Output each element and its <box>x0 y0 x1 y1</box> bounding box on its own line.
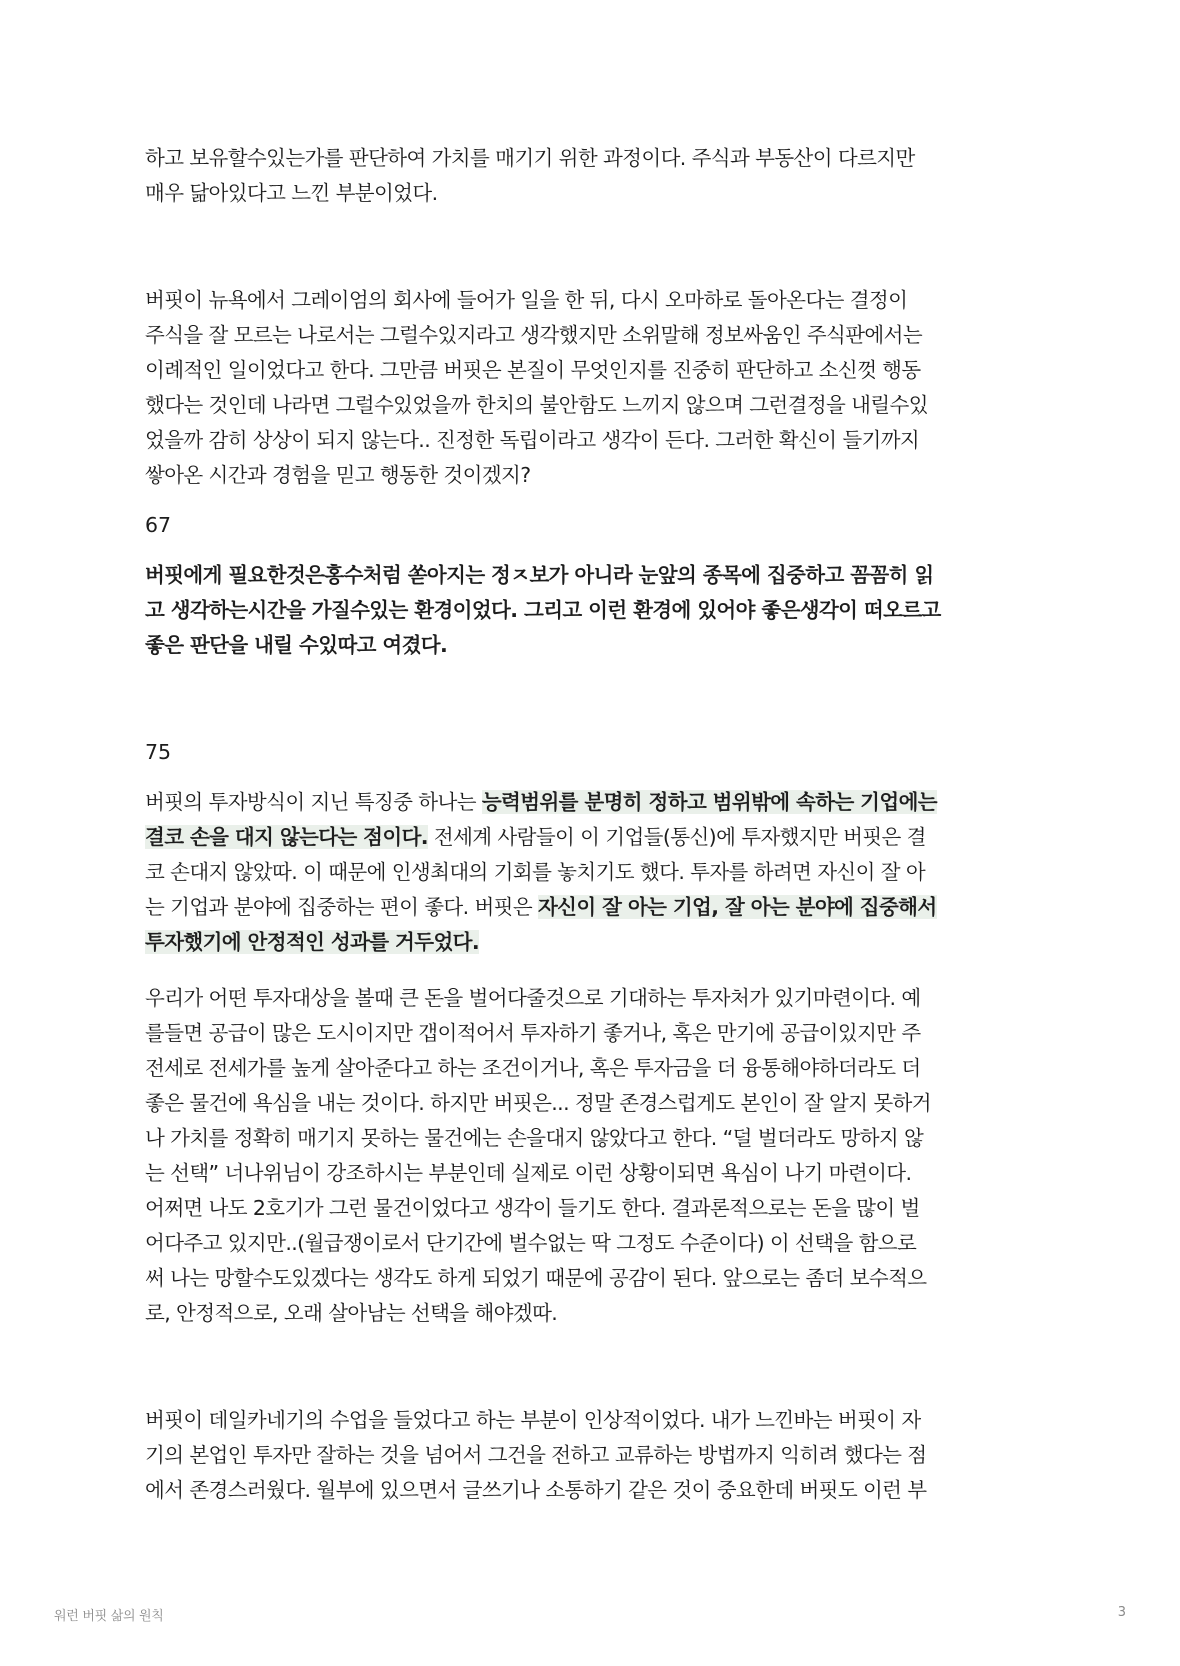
paragraph-2 <box>145 283 1045 493</box>
text-line: 버핏이 데일카네기의 수업을 들었다고 하는 부분이 인상적이었다. 내가 느낀바는 버핏이 자 <box>145 1408 921 1432</box>
paragraph-6 <box>145 1403 1045 1508</box>
text-line: 하고 보유할수있는가를 판단하여 가치를 매기기 위한 과정이다. 주식과 부동산이 다르지만 <box>145 146 915 170</box>
text-line: 이례적인 일이었다고 한다. 그만큼 버핏은 본질이 무엇인지를 진중히 판단하고 소신껏 행동 <box>145 358 921 382</box>
text-line: 로, 안정적으로, 오래 살아남는 선택을 해야겠따. <box>145 1301 558 1325</box>
text-line: 고 생각하는시간을 가질수있는 환경이었다. 그리고 이런 환경에 있어야 좋은생각이 떠오르고 <box>145 598 941 622</box>
highlighted-text: 투자했기에 안정적인 성과를 거두었다. <box>145 930 480 954</box>
paragraph-1 <box>145 141 1045 211</box>
text-line: 매우 닮아있다고 느낀 부분이었다. <box>145 181 438 205</box>
text-line: 기의 본업인 투자만 잘하는 것을 넘어서 그건을 전하고 교류하는 방법까지 익히려 했다는 점 <box>145 1443 927 1467</box>
highlighted-text: 결코 손을 대지 않는다는 점이다. <box>145 825 428 849</box>
highlighted-text: 자신이 잘 아는 기업, 잘 아는 분야에 집중해서 <box>537 895 937 919</box>
bold-paragraph <box>145 558 1045 663</box>
text-line <box>145 890 1045 925</box>
text-line <box>145 925 1045 960</box>
text-line: 는 선택” 너나위님이 강조하시는 부분인데 실제로 이런 상황이되면 욕심이 나기 마련이다. <box>145 1161 912 1185</box>
text-line: 쌓아온 시간과 경험을 믿고 행동한 것이겠지? <box>145 463 531 487</box>
highlighted-text: 능력범위를 분명히 정하고 범위밖에 속하는 기업에는 <box>481 790 937 814</box>
text-line: 전세로 전세가를 높게 살아준다고 하는 조건이거나, 혹은 투자금을 더 융통해야하더라도 더 <box>145 1056 921 1080</box>
footer-book-title: 워런 버핏 삶의 원칙 <box>54 1609 164 1624</box>
document-body <box>145 141 1045 1508</box>
text-segment: 버핏의 투자방식이 지닌 특징중 하나는 <box>145 790 482 814</box>
text-line: 우리가 어떤 투자대상을 볼때 큰 돈을 벌어다줄것으로 기대하는 투자처가 있기마련이다. 예 <box>145 986 921 1010</box>
text-line: 좋은 판단을 내릴 수있따고 여겼다. <box>145 633 448 657</box>
text-line: 버핏에게 필요한것은홍수처럼 쏟아지는 정ㅈ보가 아니라 눈앞의 종목에 집중하고 꼼꼼히 읽 <box>145 563 934 587</box>
text-line <box>145 785 1045 820</box>
text-line: 어쩌면 나도 2호기가 그런 물건이었다고 생각이 들기도 한다. 결과론적으로는 돈을 많이 벌 <box>145 1196 920 1220</box>
text-line: 써 나는 망할수도있겠다는 생각도 하게 되었기 때문에 공감이 된다. 앞으로는 좀더 보수적으 <box>145 1266 927 1290</box>
text-line <box>145 820 1045 855</box>
text-segment: 전세계 사람들이 이 기업들(통신)에 투자했지만 버핏은 결 <box>427 825 926 849</box>
text-line: 코 손대지 않았따. 이 때문에 인생최대의 기회를 놓치기도 했다. 투자를 하려면 자신이 잘 아 <box>145 860 926 884</box>
page-reference-75: 75 <box>145 740 172 764</box>
paragraph-highlighted <box>145 785 1045 960</box>
text-line: 주식을 잘 모르는 나로서는 그럴수있지라고 생각했지만 소위말해 정보싸움인 주식판에서는 <box>145 323 923 347</box>
text-line: 었을까 감히 상상이 되지 않는다.. 진정한 독립이라고 생각이 든다. 그러한 확신이 들기까지 <box>145 428 920 452</box>
text-line: 에서 존경스러웠다. 월부에 있으면서 글쓰기나 소통하기 같은 것이 중요한데 버핏도 이런 부 <box>145 1478 927 1502</box>
text-line: 좋은 물건에 욕심을 내는 것이다. 하지만 버핏은... 정말 존경스럽게도 본인이 잘 알지 못하거 <box>145 1091 931 1115</box>
text-segment: 는 기업과 분야에 집중하는 편이 좋다. 버핏은 <box>145 895 538 919</box>
text-line: 버핏이 뉴욕에서 그레이엄의 회사에 들어가 일을 한 뒤, 다시 오마하로 돌아온다는 결정이 <box>145 288 908 312</box>
paragraph-5 <box>145 981 1045 1331</box>
page-reference-67: 67 <box>145 513 172 537</box>
text-line: 를들면 공급이 많은 도시이지만 갭이적어서 투자하기 좋거나, 혹은 만기에 공급이있지만 주 <box>145 1021 921 1045</box>
text-line: 어다주고 있지만..(월급쟁이로서 단기간에 벌수없는 딱 그정도 수준이다) 이 선택을 함으로 <box>145 1231 917 1255</box>
page-number: 3 <box>1117 1605 1126 1620</box>
text-line: 했다는 것인데 나라면 그럴수있었을까 한치의 불안함도 느끼지 않으며 그런결정을 내릴수있 <box>145 393 928 417</box>
text-line: 나 가치를 정확히 매기지 못하는 물건에는 손을대지 않았다고 한다. “덜 벌더라도 망하지 않 <box>145 1126 924 1150</box>
